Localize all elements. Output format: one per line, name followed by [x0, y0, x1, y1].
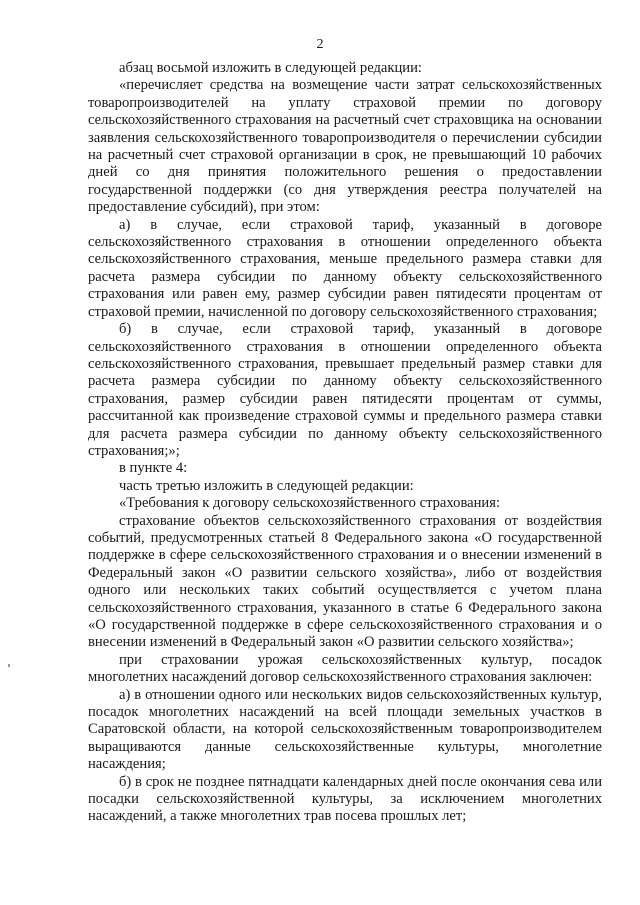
paragraph-transfer-funds: «перечисляет средства на возмещение части затрат сельскохозяйственных товаропроизводителей на уплату страховой премии по договору сельскохозяйственного страхования на расчетный счет страховщика на основании заявления сельскохозяйственного товаропроизводителя о перечислении субсидии на расчетный счет страховой организации в срок, не превышающий 10 рабочих дней со дня принятия положительного решения о предоставлении государственной поддержки (со дня утверждения реестра получателей на предоставление субсидий), при этом:: [88, 77, 602, 216]
paragraph-contract-requirements-heading: «Требования к договору сельскохозяйственного страхования:: [119, 495, 501, 512]
paragraph-condition-a-crop-types: а) в отношении одного или нескольких видов сельскохозяйственных культур, посадок многолетних насаждений на всей площади земельных участков в Саратовской области, на которой сельскохозяйственным товаропроизводителем выращиваются данные сельскохозяйственные культуры, многолетние насаждения;: [88, 686, 602, 773]
paragraph-crop-insurance-contract: при страховании урожая сельскохозяйственных культур, посадок многолетних насаждений договор сельскохозяйственного страхования заключен:: [88, 651, 602, 686]
paragraph-point-4: в пункте 4:: [119, 460, 188, 477]
paragraph-condition-b-deadline: б) в срок не позднее пятнадцати календарных дней после окончания сева или посадки сельскохозяйственной культуры, за исключением многолетних насаждений, а также многолетних трав посева прошлых лет;: [88, 773, 602, 825]
paragraph-case-a-tariff-below-limit: а) в случае, если страховой тариф, указанный в договоре сельскохозяйственного страхования в отношении определенного объекта сельскохозяйственного страхования, меньше предельного размера ставки для расчета размера субсидии по данному объекту сельскохозяйственного страхования или равен ему, размер субсидии равен пятидесяти процентам от страховой премии, начисленной по договору сельскохозяйственного страхования;: [88, 216, 602, 320]
paragraph-amendment-intro: абзац восьмой изложить в следующей редакции:: [119, 60, 422, 76]
paragraph-case-b-tariff-above-limit: б) в случае, если страховой тариф, указанный в договоре сельскохозяйственного страхования в отношении определенного объекта сельскохозяйственного страхования, превышает предельный размер ставки для расчета размера субсидии по данному объекту сельскохозяйственного страхования, размер субсидии равен пятидесяти процентам от суммы, рассчитанной как произведение страховой суммы и предельного размера ставки для расчета размера субсидии по данному объекту сельскохозяйственного страхования;»;: [88, 321, 602, 459]
page-number: 2: [316, 37, 324, 52]
paragraph-part-three-intro: часть третью изложить в следующей редакции:: [119, 477, 414, 494]
paragraph-insurance-events: страхование объектов сельскохозяйственного страхования от воздействия событий, предусмотренных статьей 8 Федерального закона «О государственной поддержке в сфере сельскохозяйственного страхования и о внесении изменений в Федеральный закон «О развитии сельского хозяйства», либо от воздействия одного или нескольких таких событий осуществляется с учетом плана сельскохозяйственного страхования, указанного в статье 6 Федерального закона «О государственной поддержке в сфере сельскохозяйственного страхования и о внесении изменений в Федеральный закон «О развитии сельского хозяйства»;: [88, 512, 602, 651]
document-body: [88, 60, 602, 826]
scan-speck: [8, 664, 10, 667]
